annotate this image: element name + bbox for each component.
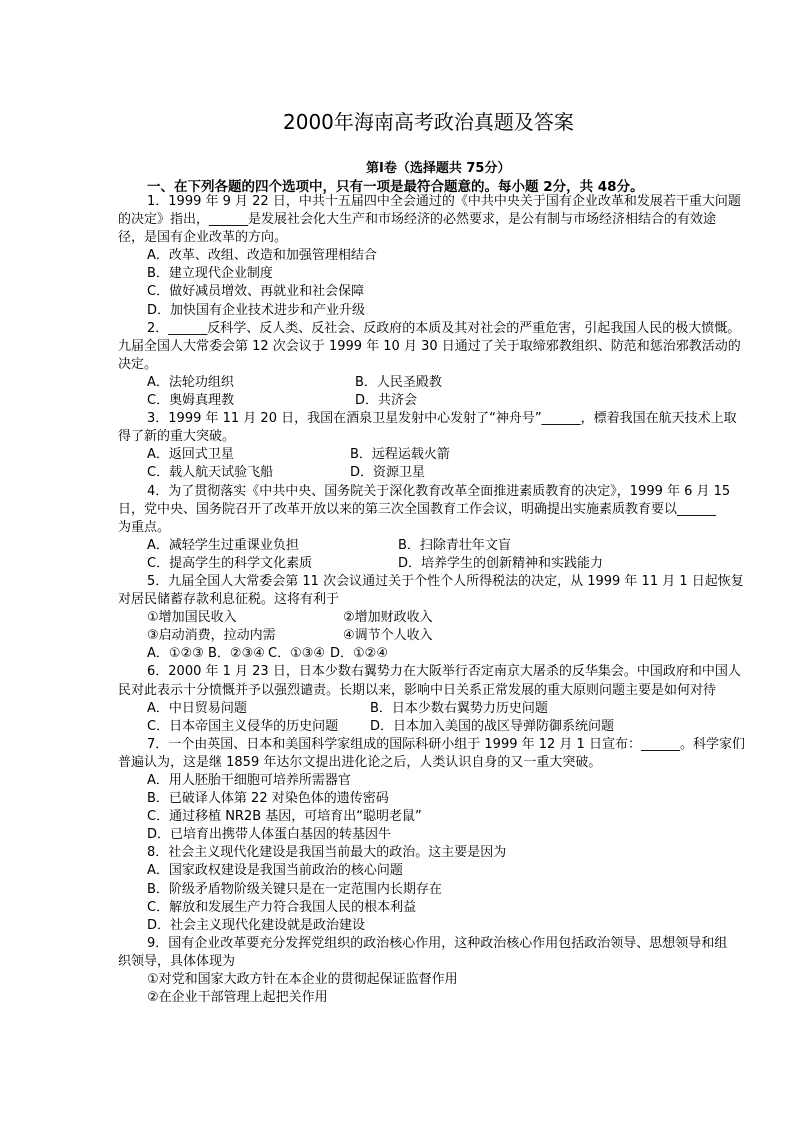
option-row [118, 302, 782, 320]
option-row [118, 446, 782, 464]
answer-option: D．已培育出携带人体蛋白基因的转基因牛 [147, 827, 392, 843]
question-stem-line [118, 320, 782, 338]
question-stem-line [118, 935, 782, 953]
text-line: 对居民储蓄存款利息征税。这将有利于 [118, 592, 340, 608]
text-line: 九届全国人大常委会第 12 次会议于 1999 年 10 月 30 日通过了关于取缔邪教组织、防范和惩治邪教活动的 [118, 338, 741, 354]
answer-option: C．解放和发展生产力符合我国人民的根本利益 [147, 899, 417, 915]
option-row [118, 808, 782, 826]
question-stem-line [118, 844, 782, 862]
question-text-line [118, 428, 782, 446]
option-row [118, 537, 782, 555]
answer-option: A．国家政权建设是我国当前政治的核心问题 [147, 863, 403, 879]
answer-option: ②增加财政收入 [343, 610, 433, 626]
text-line: 民对此表示十分愤慨并予以强烈谴责。长期以来，影响中日关系正常发展的重大原则问题主要是如何对待 [118, 682, 717, 698]
answer-option: B．人民圣殿教 [355, 374, 442, 390]
option-row [118, 555, 782, 573]
question-body [118, 193, 782, 1007]
text-line: 普遍认为，这是继 1859 年达尔文提出进化论之后，人类认识自身的又一重大突破。 [118, 754, 602, 770]
option-row [118, 790, 782, 808]
text-line: 径，是国有企业改革的方向。 [118, 230, 288, 246]
option-row [118, 899, 782, 917]
question-text-line [118, 519, 782, 537]
answer-option: C．奥姆真理教 [147, 393, 235, 409]
text-line: 6．2000 年 1 月 23 日，日本少数右翼势力在大阪举行否定南京大屠杀的反华集会。中国政府和中国人 [147, 664, 741, 680]
answer-option: D．培养学生的创新精神和实践能力 [398, 555, 604, 571]
question-text-line [118, 501, 782, 519]
option-row [118, 374, 782, 392]
answer-option: A．返回式卫星 [147, 447, 234, 463]
option-row [118, 862, 782, 880]
text-line: 9．国有企业改革要充分发挥党组织的政治核心作用，这种政治核心作用包括政治领导、思想领导和组 [147, 935, 728, 951]
question-text-line [118, 682, 782, 700]
question-stem-line [118, 663, 782, 681]
answer-option: B．建立现代企业制度 [147, 266, 273, 282]
answer-option: ①对党和国家大政方针在本企业的贯彻起保证监督作用 [147, 972, 458, 988]
answer-option: D．日本加入美国的战区导弹防御系统问题 [370, 718, 615, 734]
answer-option: D．加快国有企业技术进步和产业升级 [147, 302, 366, 318]
answer-option: A．中日贸易问题 [147, 700, 247, 716]
text-line: 7．一个由英国、日本和美国科学家组成的国际科研小组于 1999 年 12 月 1 日宣布：______。科学家们 [147, 736, 745, 752]
question-text-line [118, 229, 782, 247]
text-line: 得了新的重大突破。 [118, 429, 236, 445]
answer-option: C．载人航天试验飞船 [147, 465, 274, 481]
text-line: 的决定》指出，______是发展社会化大生产和市场经济的必然要求，是公有制与市场经济相结合的有效途 [118, 212, 717, 228]
section-heading: 一、在下列各题的四个选项中，只有一项是最符合题意的。每小题 2分，共 48分。 [147, 179, 644, 195]
text-line: 决定。 [118, 356, 158, 372]
answer-option: B．已破译人体第 22 对染色体的遗传密码 [147, 791, 389, 807]
question-stem-line [118, 573, 782, 591]
option-row [118, 645, 782, 663]
text-line: 织领导，具体体现为 [118, 953, 236, 969]
text-line: 2．______反科学、反人类、反社会、反政府的本质及其对社会的严重危害，引起我国人民的极大愤慨。 [147, 320, 741, 336]
answer-option: A．①②③ [147, 646, 204, 662]
answer-option: A．改革、改组、改造和加强管理相结合 [147, 248, 377, 264]
question-text-line [118, 211, 782, 229]
text-line: 为重点。 [118, 519, 171, 535]
text-line: 1．1999 年 9 月 22 日，中共十五届四中全会通过的《中共中央关于国有企业改革和发展若干重大问题 [147, 194, 741, 209]
option-row [118, 881, 782, 899]
answer-option: C．日本帝国主义侵华的历史问题 [147, 718, 339, 734]
answer-option: A．减轻学生过重课业负担 [147, 537, 299, 553]
answer-option: C．做好减员增效、再就业和社会保障 [147, 284, 365, 300]
option-row [118, 247, 782, 265]
text-line: 4．为了贯彻落实《中共中央、国务院关于深化教育改革全面推进素质教育的决定》，1999 年 6 月 15 [147, 483, 731, 499]
answer-option: B．扫除青壮年文盲 [398, 537, 511, 553]
answer-option: ②在企业干部管理上起把关作用 [147, 990, 328, 1006]
answer-option: D．①②④ [330, 646, 388, 662]
answer-option: ①增加国民收入 [147, 610, 237, 626]
option-row [118, 627, 782, 645]
question-text-line [118, 356, 782, 374]
answer-option: D．共济会 [355, 393, 418, 409]
answer-option: C．通过移植 NR2B 基因，可培育出“聪明老鼠” [147, 809, 422, 825]
question-stem-line [118, 410, 782, 428]
option-row [118, 283, 782, 301]
answer-option: A．法轮功组织 [147, 374, 234, 390]
option-row [118, 392, 782, 410]
part-heading: 第Ⅰ卷（选择题共 75分） [366, 161, 511, 176]
document-title: 2000年海南高考政治真题及答案 [283, 110, 574, 134]
answer-option: C．提高学生的科学文化素质 [147, 555, 313, 571]
option-row [118, 917, 782, 935]
text-line: 8．社会主义现代化建设是我国当前最大的政治。这主要是因为 [147, 845, 507, 861]
answer-option: A．用人胚胎干细胞可培养所需器官 [147, 773, 351, 788]
answer-option: B．阶级矛盾物阶级关键只是在一定范围内长期存在 [147, 881, 442, 897]
question-stem-line [118, 193, 782, 211]
answer-option: B．②③④ [208, 646, 265, 662]
answer-option: D．社会主义现代化建设就是政治建设 [147, 917, 366, 933]
option-row [118, 464, 782, 482]
question-stem-line [118, 736, 782, 754]
question-text-line [118, 338, 782, 356]
option-row [118, 700, 782, 718]
option-row [118, 971, 782, 989]
text-line: 日，党中央、国务院召开了改革开放以来的第三次全国教育工作会议，明确提出实施素质教育要以______ [118, 501, 717, 517]
answer-option: ④调节个人收入 [343, 628, 433, 644]
option-row [118, 772, 782, 790]
question-text-line [118, 754, 782, 772]
text-line: 5．九届全国人大常委会第 11 次会议通过关于个性个人所得税法的决定，从 1999 年 11 月 1 日起恢复 [147, 573, 744, 589]
answer-option: ③启动消费，拉动内需 [147, 628, 276, 644]
answer-option: C．①③④ [268, 646, 326, 662]
option-row [118, 826, 782, 844]
option-row [118, 989, 782, 1007]
question-text-line [118, 591, 782, 609]
option-row [118, 265, 782, 283]
option-row [118, 609, 782, 627]
question-stem-line [118, 483, 782, 501]
answer-option: B．日本少数右翼势力历史问题 [370, 700, 548, 716]
answer-option: B．远程运载火箭 [350, 447, 450, 463]
option-row [118, 718, 782, 736]
question-text-line [118, 953, 782, 971]
text-line: 3．1999 年 11 月 20 日，我国在酒泉卫星发射中心发射了“神舟号”______，標着我国在航天技术上取 [147, 411, 737, 427]
answer-option: D．资源卫星 [350, 465, 426, 481]
